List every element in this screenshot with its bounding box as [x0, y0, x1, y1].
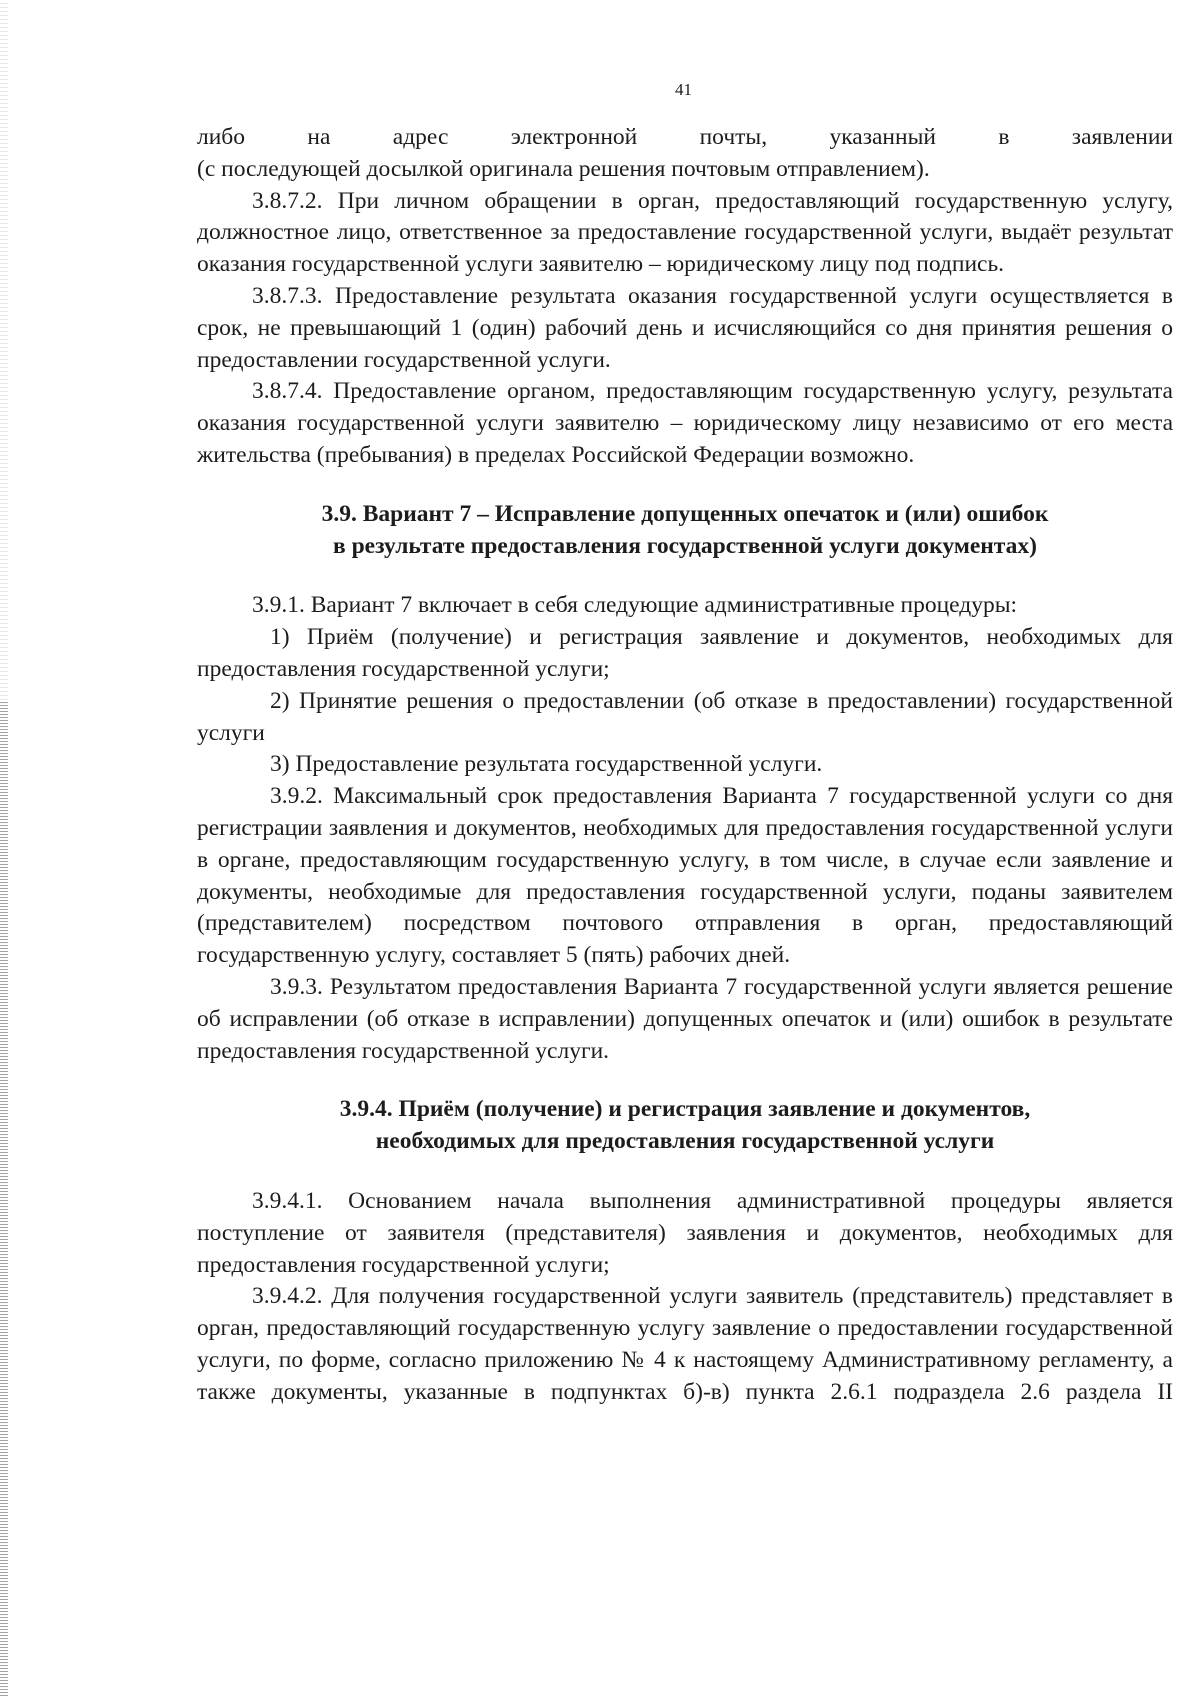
paragraph-3-9-4-2: 3.9.4.2. Для получения государственной услуги заявитель (представитель) представляет в орган, предоставляющий государственную услугу заявление о предоставлении государственной услуги, по форме, согласно приложению № 4 к настоящему Административному регламенту, а также документы, указанные в подпунктах б)-в) пункта 2.6.1 подраздела 2.6 раздела II: [197, 1283, 1173, 1405]
heading-line: необходимых для предоставления государственной услуги: [375, 1128, 995, 1155]
spacer: [197, 1067, 1173, 1094]
paragraph-3-9-1: 3.9.1. Вариант 7 включает в себя следующие административные процедуры:: [252, 592, 1018, 619]
spacer: [197, 472, 1173, 499]
paragraph-3-8-7-2: 3.8.7.2. При личном обращении в орган, предоставляющий государственную услугу, должностное лицо, ответственное за предоставление государственной услуги, выдаёт результат оказания государственной услуги заявителю – юридическому лицу под подпись.: [197, 187, 1173, 278]
document-body: [197, 122, 1173, 1408]
paragraph-3-8-7-3: 3.8.7.3. Предоставление результата оказания государственной услуги осуществляется в срок, не превышающий 1 (один) рабочий день и исчисляющийся со дня принятия решения о предоставлении государственной услуги.: [197, 282, 1173, 373]
paragraph-3-9-4-1: 3.9.4.1. Основанием начала выполнения административной процедуры является поступление от заявителя (представителя) заявления и документов, необходимых для предоставления государственной услуги;: [197, 1187, 1173, 1278]
section-heading-3-9: [197, 499, 1173, 563]
paragraph-3-9-3: 3.9.3. Результатом предоставления Варианта 7 государственной услуги является решение об исправлении (об отказе в исправлении) допущенных опечаток и (или) ошибок в результате предоставления государственной услуги.: [197, 973, 1173, 1064]
paragraph-3-9-2: 3.9.2. Максимальный срок предоставления Варианта 7 государственной услуги со дня регистрации заявления и документов, необходимых для предоставления государственной услуги в органе, предоставляющим государственную услугу, в том числе, в случае если заявление и документы, необходимые для предоставления государственной услуги, поданы заявителем (представителем) посредством почтового отправления в орган, предоставляющий государственную услугу, составляет 5 (пять) рабочих дней.: [197, 783, 1173, 969]
spacer: [197, 1158, 1173, 1186]
section-heading-3-9-4: [197, 1094, 1173, 1158]
paragraph-line: либо на адрес электронной почты, указанный в заявлении: [197, 124, 1173, 150]
paragraph-3-8-7-4: 3.8.7.4. Предоставление органом, предоставляющим государственную услугу, результата оказания государственной услуги заявителю – юридическому лицу независимо от его места жительства (пребывания) в пределах Российской Федерации возможно.: [197, 378, 1173, 468]
scan-edge-artifact-lower: [0, 700, 8, 1697]
heading-line: 3.9. Вариант 7 – Исправление допущенных опечаток и (или) ошибок: [321, 500, 1049, 527]
list-item-2: 2) Принятие решения о предоставлении (об отказе в предоставлении) государственной услуги: [197, 687, 1173, 746]
page-number: 41: [675, 80, 692, 99]
heading-line: в результате предоставления государственной услуги документах): [333, 532, 1037, 559]
list-item-1: 1) Приём (получение) и регистрация заявление и документов, необходимых для предоставления государственной услуги;: [197, 624, 1173, 682]
spacer: [197, 562, 1173, 590]
heading-line: 3.9.4. Приём (получение) и регистрация заявление и документов,: [339, 1096, 1031, 1123]
paragraph-line: (с последующей досылкой оригинала решения почтовым отправлением).: [197, 155, 930, 182]
list-item-3: 3) Предоставление результата государственной услуги.: [270, 751, 823, 778]
